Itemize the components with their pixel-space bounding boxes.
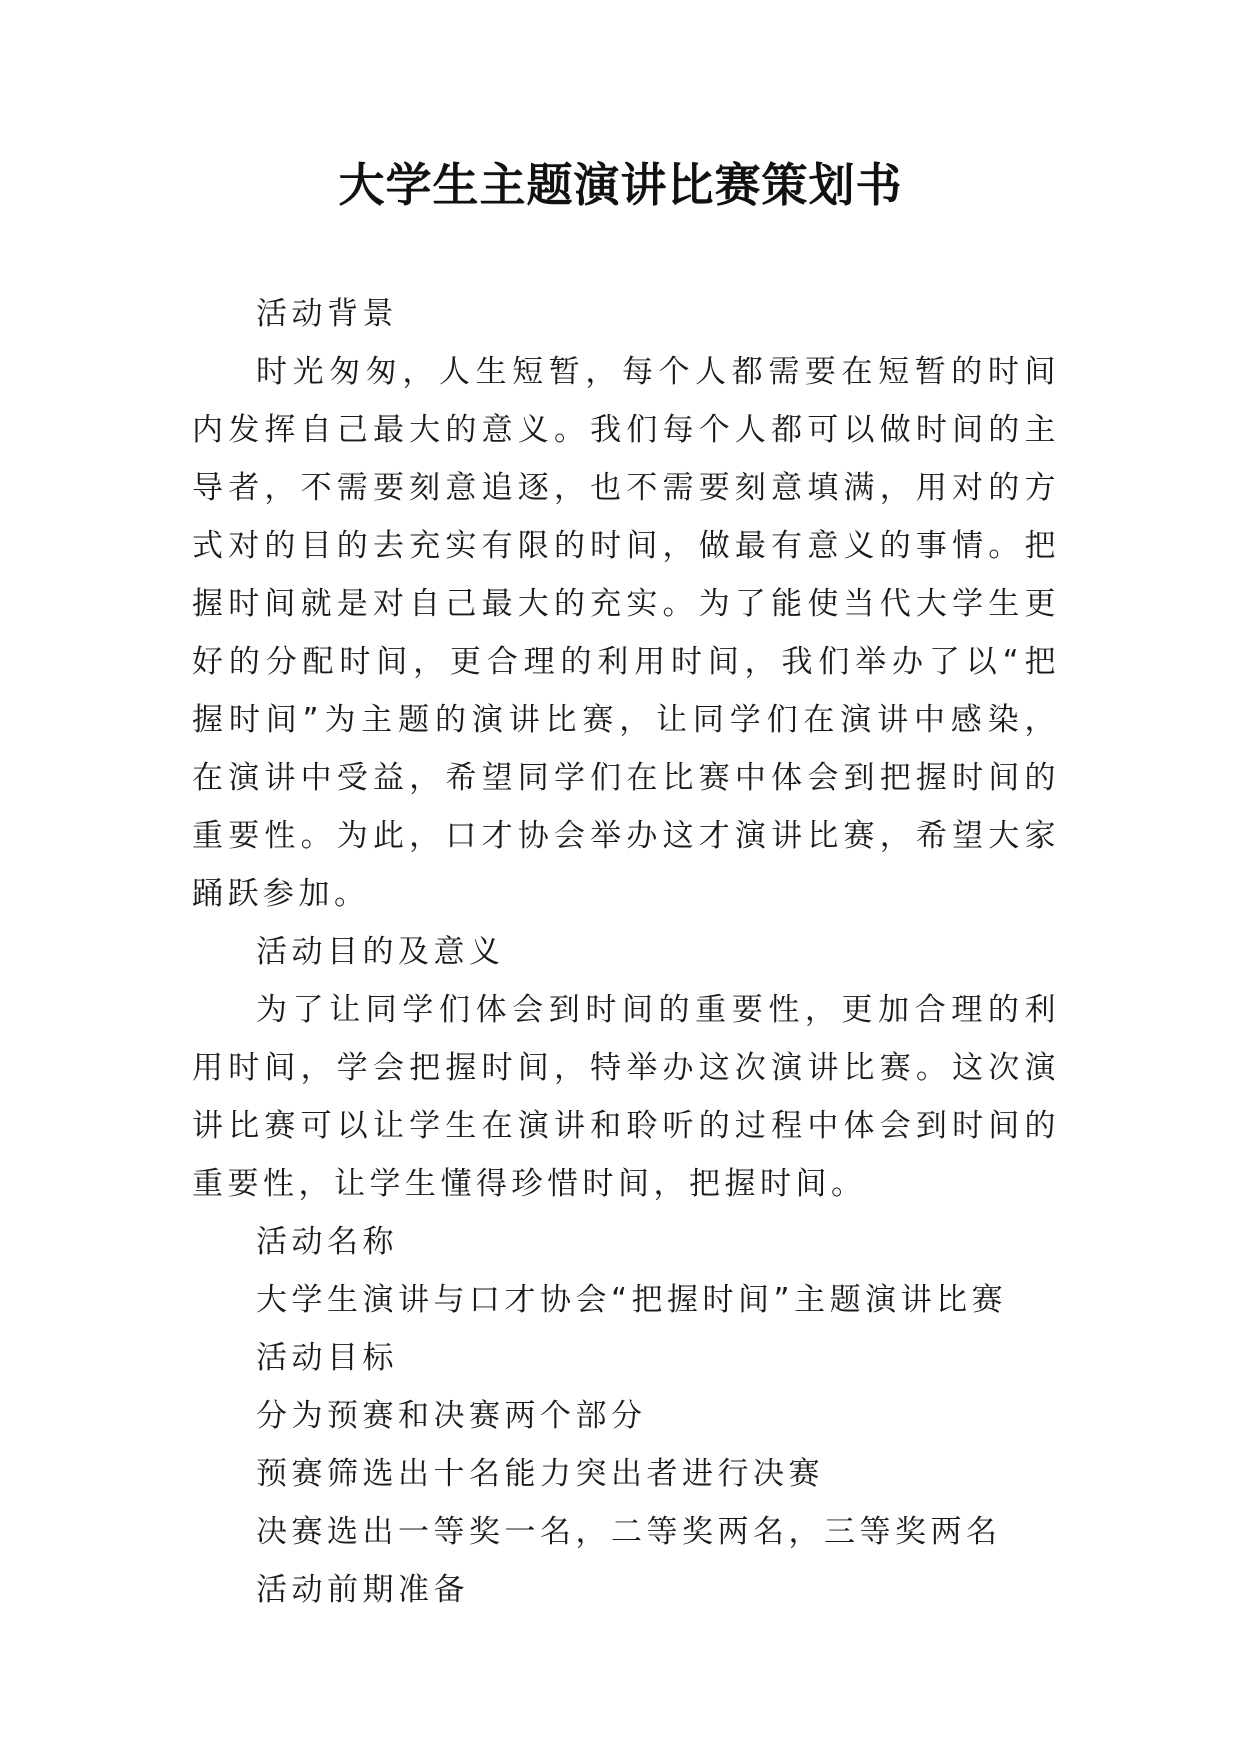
- goal-item-final: 决赛选出一等奖一名，二等奖两名，三等奖两名: [256, 1514, 1002, 1550]
- paragraph-activity-purpose: 为了让同学们体会到时间的重要性，更加合理的利用时间，学会把握时间，特举办这次演讲比赛。这次演讲比赛可以让学生在演讲和聆听的过程中体会到时间的重要性，让学生懂得珍惜时间，把握时间。: [192, 992, 1060, 1202]
- heading-preparation: 活动前期准备: [256, 1572, 469, 1608]
- document-body: [192, 285, 1060, 1619]
- paragraph-activity-name: 大学生演讲与口才协会“把握时间”主题演讲比赛: [256, 1282, 1008, 1318]
- paragraph-activity-background: 时光匆匆，人生短暂，每个人都需要在短暂的时间内发挥自己最大的意义。我们每个人都可以做时间的主导者，不需要刻意追逐，也不需要刻意填满，用对的方式对的目的去充实有限的时间，做最有意义的事情。把握时间就是对自己最大的充实。为了能使当代大学生更好的分配时间，更合理的利用时间，我们举办了以“把握时间”为主题的演讲比赛，让同学们在演讲中感染，在演讲中受益，希望同学们在比赛中体会到把握时间的重要性。为此，口才协会举办这才演讲比赛，希望大家踊跃参加。: [192, 354, 1060, 912]
- heading-activity-name: 活动名称: [256, 1224, 398, 1260]
- heading-activity-purpose: 活动目的及意义: [256, 934, 505, 970]
- heading-activity-background: 活动背景: [256, 296, 398, 332]
- goal-item-preliminary: 预赛筛选出十名能力突出者进行决赛: [256, 1456, 824, 1492]
- goal-item-stages: 分为预赛和决赛两个部分: [256, 1398, 647, 1434]
- heading-activity-goal: 活动目标: [256, 1340, 398, 1376]
- document-title: 大学生主题演讲比赛策划书: [338, 158, 903, 212]
